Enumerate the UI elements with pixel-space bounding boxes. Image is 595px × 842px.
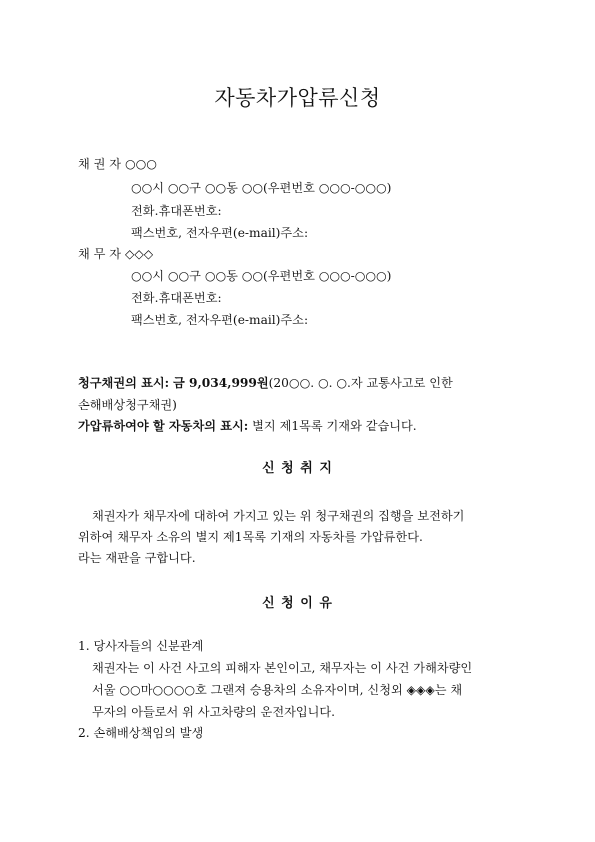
claim-desc-cont: 손해배상청구채권) xyxy=(78,398,177,412)
claim-label: 청구채권의 표시: xyxy=(78,376,170,390)
reason-item-line: 채권자는 이 사건 사고의 피해자 본인이고, 채무자는 이 사건 가해차량인 xyxy=(92,661,473,675)
creditor-line xyxy=(78,158,157,170)
debtor-phone-label: 전화․휴대폰번호: xyxy=(131,291,222,305)
reason-item-line: 서울 ○○마○○○○호 그랜져 승용차의 소유자이며, 신청외 ◈◈◈는 채 xyxy=(92,683,463,697)
claim-line xyxy=(78,377,453,389)
purpose-line: 위하여 채무자 소유의 별지 제1목록 기재의 자동차를 가압류한다. xyxy=(78,530,423,544)
target-line xyxy=(78,420,417,432)
reason-item-line: 무자의 아들로서 위 사고차량의 운전자입니다. xyxy=(92,705,336,719)
creditor-phone-label: 전화․휴대폰번호: xyxy=(131,204,222,218)
claim-amount: 금 9,034,999원 xyxy=(173,376,269,390)
reason-item-title: 2. 손해배상책임의 발생 xyxy=(78,726,204,740)
debtor-fax-email-label: 팩스번호, 전자우편(e-mail)주소: xyxy=(131,313,309,327)
target-label: 가압류하여야 할 자동차의 표시: xyxy=(78,419,249,433)
debtor-line xyxy=(78,248,153,260)
claim-desc: (20○○. ○. ○.자 교통사고로 인한 xyxy=(268,376,453,390)
debtor-label: 채 무 자 xyxy=(78,247,122,261)
document-title: 자동차가압류신청 xyxy=(214,86,381,110)
target-desc: 별지 제1목록 기재와 같습니다. xyxy=(252,419,417,433)
reason-item-title: 1. 당사자들의 신분관계 xyxy=(78,639,204,653)
creditor-address: ○○시 ○○구 ○○동 ○○(우편번호 ○○○-○○○) xyxy=(131,181,392,195)
reasons-heading: 신 청 이 유 xyxy=(262,596,333,611)
creditor-name: ○○○ xyxy=(124,157,157,171)
debtor-name: ◇◇◇ xyxy=(124,247,154,261)
purpose-line: 채권자가 채무자에 대하여 가지고 있는 위 청구채권의 집행을 보전하기 xyxy=(92,509,465,523)
debtor-address: ○○시 ○○구 ○○동 ○○(우편번호 ○○○-○○○) xyxy=(131,269,392,283)
creditor-label: 채 권 자 xyxy=(78,157,122,171)
purpose-heading: 신 청 취 지 xyxy=(262,461,333,476)
creditor-fax-email-label: 팩스번호, 전자우편(e-mail)주소: xyxy=(131,226,309,240)
purpose-line: 라는 재판을 구합니다. xyxy=(78,551,196,565)
